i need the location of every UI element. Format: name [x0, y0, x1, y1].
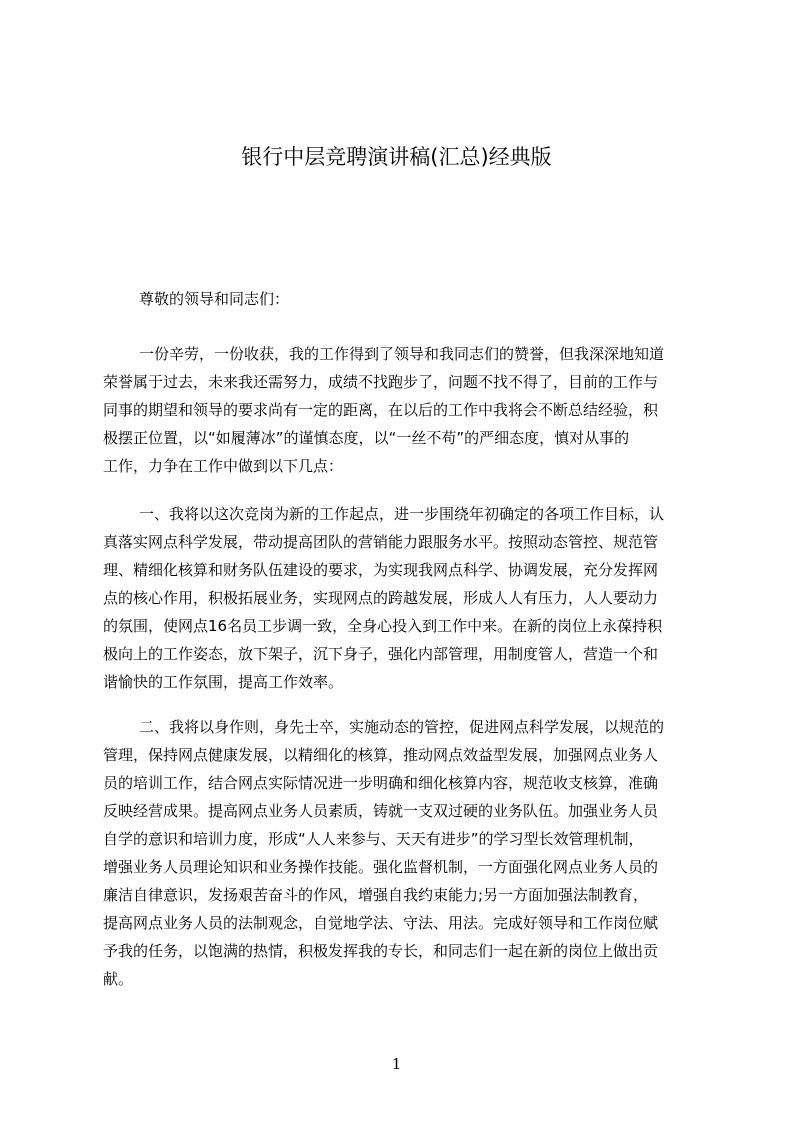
paragraph-point-two: [103, 713, 697, 993]
paragraph-line: 予我的任务，以饱满的热情，积极发挥我的专长，和同志们一起在新的岗位上做出贡: [103, 942, 659, 960]
document-title: 银行中层竞聘演讲稿(汇总)经典版: [241, 145, 552, 169]
paragraph-line: 极摆正位置，以“如履薄冰”的谨慎态度，以“一丝不苟”的严细态度，慎对从事的: [103, 429, 630, 447]
paragraph-line: 提高网点业务人员的法制观念，自觉地学法、守法、用法。完成好领导和工作岗位赋: [103, 914, 659, 932]
paragraph-line: 自学的意识和培训力度，形成“人人来参与、天天有进步”的学习型长效管理机制，: [103, 830, 644, 848]
paragraph-line: 理、精细化核算和财务队伍建设的要求，为实现我网点科学、协调发展，充分发挥网: [103, 561, 659, 579]
paragraph-point-one: [103, 500, 697, 696]
page-number: 1: [391, 1055, 402, 1073]
paragraph-line: 献。: [103, 970, 134, 988]
paragraph-line: 一、我将以这次竞岗为新的工作起点，进一步围绕年初确定的各项工作目标，认: [139, 505, 665, 523]
paragraph-line: 廉洁自律意识，发扬艰苦奋斗的作风，增强自我约束能力;另一方面加强法制教育，: [103, 886, 649, 904]
greeting: 尊敬的领导和同志们：: [139, 290, 290, 308]
paragraph-line: 同事的期望和领导的要求尚有一定的距离，在以后的工作中我将会不断总结经验，积: [103, 401, 659, 419]
paragraph-line: 二、我将以身作则，身先士卒，实施动态的管控，促进网点科学发展，以规范的: [139, 718, 665, 736]
paragraph-line: 真落实网点科学发展，带动提高团队的营销能力跟服务水平。按照动态管控、规范管: [103, 533, 659, 551]
paragraph-line: 员的培训工作，结合网点实际情况进一步明确和细化核算内容，规范收支核算，准确: [103, 774, 659, 792]
paragraph-line: 极向上的工作姿态，放下架子，沉下身子，强化内部管理，用制度管人，营造一个和: [103, 645, 659, 663]
paragraph-line: 反映经营成果。提高网点业务人员素质，铸就一支双过硬的业务队伍。加强业务人员: [103, 802, 659, 820]
paragraph-line: 一份辛劳，一份收获，我的工作得到了领导和我同志们的赞誉，但我深深地知道: [139, 345, 665, 363]
paragraph-intro: [103, 340, 697, 480]
paragraph-line: 增强业务人员理论知识和业务操作技能。强化监督机制，一方面强化网点业务人员的: [103, 858, 659, 876]
paragraph-line: 工作，力争在工作中做到以下几点：: [103, 457, 344, 475]
paragraph-line: 荣誉属于过去，未来我还需努力，成绩不找跑步了，问题不找不得了，目前的工作与: [103, 373, 659, 391]
paragraph-line: 管理，保持网点健康发展，以精细化的核算，推动网点效益型发展，加强网点业务人: [103, 746, 659, 764]
paragraph-line: 的氛围，使网点16名员工步调一致，全身心投入到工作中来。在新的岗位上永葆持积: [103, 617, 663, 635]
paragraph-line: 谐愉快的工作氛围，提高工作效率。: [103, 673, 344, 691]
paragraph-line: 点的核心作用，积极拓展业务，实现网点的跨越发展，形成人人有压力，人人要动力: [103, 589, 659, 607]
